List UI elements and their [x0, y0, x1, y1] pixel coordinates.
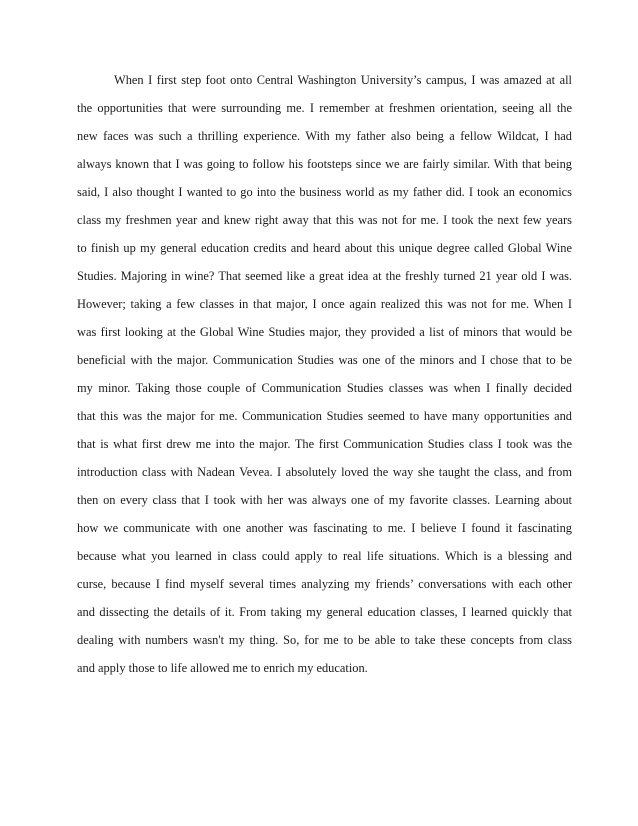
text-line-11: beneficial with the major. Communication Studies was one of the minors and I chose that to be: [77, 353, 572, 367]
text-line-13: that this was the major for me. Communication Studies seemed to have many opportunities and: [77, 409, 572, 423]
text-line-21: dealing with numbers wasn't my thing. So, for me to be able to take these concepts from class: [77, 633, 572, 647]
text-line-6: class my freshmen year and knew right away that this was not for me. I took the next few years: [77, 213, 572, 227]
text-line-20: and dissecting the details of it. From taking my general education classes, I learned quickly that: [77, 605, 572, 619]
text-line-19: curse, because I find myself several times analyzing my friends’ conversations with each other: [77, 577, 572, 591]
text-line-8: Studies. Majoring in wine? That seemed like a great idea at the freshly turned 21 year old I was.: [77, 269, 572, 283]
text-line-16: then on every class that I took with her was always one of my favorite classes. Learning about: [77, 493, 572, 507]
text-line-10: was first looking at the Global Wine Studies major, they provided a list of minors that would be: [77, 325, 572, 339]
text-line-9: However; taking a few classes in that major, I once again realized this was not for me. When I: [77, 297, 572, 311]
text-line-7: to finish up my general education credits and heard about this unique degree called Global Wine: [77, 241, 572, 255]
text-line-4: always known that I was going to follow his footsteps since we are fairly similar. With that being: [77, 157, 572, 171]
text-line-22: and apply those to life allowed me to enrich my education.: [77, 661, 368, 675]
text-line-2: the opportunities that were surrounding me. I remember at freshmen orientation, seeing all the: [77, 101, 572, 115]
text-line-5: said, I also thought I wanted to go into the business world as my father did. I took an economics: [77, 185, 572, 199]
text-line-17: how we communicate with one another was fascinating to me. I believe I found it fascinating: [77, 521, 572, 535]
text-line-12: my minor. Taking those couple of Communication Studies classes was when I finally decided: [77, 381, 572, 395]
text-line-15: introduction class with Nadean Vevea. I absolutely loved the way she taught the class, and from: [77, 465, 572, 479]
text-line-3: new faces was such a thrilling experience. With my father also being a fellow Wildcat, I had: [77, 129, 572, 143]
text-line-18: because what you learned in class could apply to real life situations. Which is a blessing and: [77, 549, 572, 563]
text-line-1: When I first step foot onto Central Washington University’s campus, I was amazed at all: [114, 73, 572, 87]
text-line-14: that is what first drew me into the major. The first Communication Studies class I took was the: [77, 437, 572, 451]
